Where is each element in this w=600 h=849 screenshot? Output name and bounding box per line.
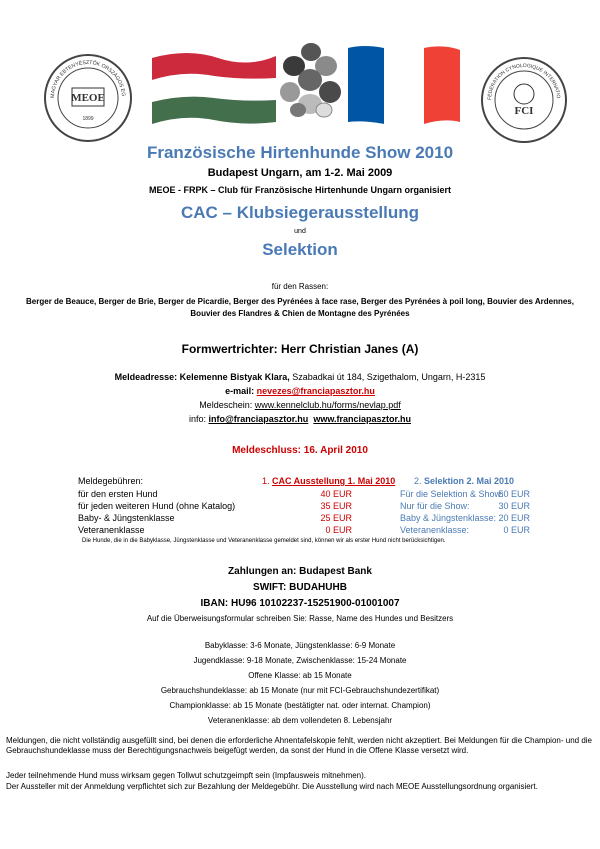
svg-text:1899: 1899 [82, 116, 94, 122]
address-text: Szabadkai út 184, Szigethalom, Ungarn, H-2315 [289, 372, 486, 382]
fee-cac-value: 35 EUR [320, 501, 352, 511]
und-text: und [294, 228, 306, 235]
fci-seal-logo [478, 54, 570, 146]
fee-selektion-label: Für die Selektion & Show: [400, 489, 504, 499]
svg-text:FCI: FCI [514, 105, 534, 117]
payment-note: Auf die Überweisungsformular schreiben Sie: Rasse, Name des Hundes und Besitzers [146, 614, 454, 623]
cac-heading: CAC – Klubsiegerausstellung [180, 203, 420, 222]
hungarian-flag [148, 48, 280, 131]
info-web-link[interactable]: www.franciapasztor.hu [313, 414, 411, 424]
email-link[interactable]: nevezes@franciapasztor.hu [256, 386, 375, 396]
deadline: Meldeschluss: 16. April 2010 [232, 445, 368, 456]
info-label: info: [188, 414, 209, 424]
french-flag [344, 42, 464, 133]
fee-selektion-value: 0 EUR [503, 525, 530, 535]
fee-row [0, 501, 600, 512]
place-date: Budapest Ungarn, am 1-2. Mai 2009 [207, 167, 393, 179]
organizer-line: MEOE - FRPK – Club für Französische Hirtenhunde Ungarn organisiert [148, 185, 452, 195]
breeds-list: Berger de Beauce, Berger de Brie, Berger de Picardie, Berger des Pyrénées à face rase, Berger des Pyrénées à poil long, Bouvier des Ardennes, Bouvier des Flandres & Chien de Montagne des Pyrénées [26, 297, 574, 318]
footer-paragraph: Der Aussteller mit der Anmeldung verpflichtet sich zur Bezahlung der Meldegebühr. Die Ausstellung wird nach MEOE Ausstellungsordnung organisiert. [6, 782, 538, 791]
class-line: Veteranenklasse: ab dem vollendeten 8. Lebensjahr [207, 716, 393, 725]
form-link[interactable]: www.kennelclub.hu/forms/nevlap.pdf [254, 400, 401, 410]
address-line [0, 372, 600, 382]
fee-label: für den ersten Hund [78, 489, 158, 499]
bank-line: Zahlungen an: Budapest Bank [228, 566, 372, 577]
selektion-heading: Selektion [262, 240, 338, 259]
footer-paragraph: Jeder teilnehmende Hund muss wirksam gegen Tollwut schutzgeimpft sein (Impfausweis mitnehmen). [6, 771, 367, 780]
email-label: e-mail: [225, 386, 257, 396]
fee-selektion-value: 20 EUR [498, 513, 530, 523]
footer-paragraph: Meldungen, die nicht vollständig ausgefüllt sind, bei denen die erforderliche Ahnentafelskopie fehlt, werden nicht akzeptiert. Bei Meldungen für die Champion- und die Gebrauchshundeklasse muss der Berechtigungsnachweis beigefügt werden, da sonst der Hund in die Offene Klasse versetzt wird. [6, 736, 592, 755]
svg-text:FÉDÉRATION CYNOLOGIQUE INTERNA: FÉDÉRATION CYNOLOGIQUE INTERNATIO [486, 62, 562, 101]
info-line [0, 414, 600, 424]
show-title: Französische Hirtenhunde Show 2010 [146, 143, 454, 162]
meoe-seal-logo [42, 52, 134, 144]
fee-row [0, 513, 600, 524]
fee-cac-value: 25 EUR [320, 513, 352, 523]
svg-text:MAGYAR EBTENYÉSZTŐK ORSZÁGOS E: MAGYAR EBTENYÉSZTŐK ORSZÁGOS EG [49, 59, 127, 99]
fees-note: Die Hunde, die in die Babyklasse, Jüngstenklasse und Veteranenklasse gemeldet sind, können wir als erster Hund nicht berücksichtigen. [82, 538, 446, 544]
fees-title: Meldegebühren: [78, 476, 144, 486]
class-line: Championklasse: ab 15 Monate (bestätigter nat. oder internat. Champion) [169, 701, 431, 710]
class-line: Babyklasse: 3-6 Monate, Jüngstenklasse: 6-9 Monate [204, 641, 396, 650]
breeds-intro: für den Rassen: [271, 282, 329, 291]
class-line: Jugendklasse: 9-18 Monate, Zwischenklasse: 15-24 Monate [193, 656, 407, 665]
fee-row [0, 525, 600, 536]
fee-selektion-label: Baby & Jüngstenklasse: [400, 513, 497, 523]
email-line [0, 386, 600, 396]
class-line: Offene Klasse: ab 15 Monate [248, 671, 352, 680]
fee-cac-value: 40 EUR [320, 489, 352, 499]
fee-selektion-value: 30 EUR [498, 501, 530, 511]
class-line: Gebrauchshundeklasse: ab 15 Monate (nur mit FCI-Gebrauchshundezertifikat) [160, 686, 440, 695]
svg-text:MEOE: MEOE [71, 92, 105, 104]
fee-selektion-label: Veteranenklasse: [400, 525, 470, 535]
form-label: Meldeschein: [199, 400, 255, 410]
cac-column-header: 1. CAC Ausstellung 1. Mai 2010 [262, 476, 396, 486]
fee-selektion-label: Nur für die Show: [400, 501, 470, 511]
fee-label: Baby- & Jüngstenklasse [78, 513, 175, 523]
form-line [0, 400, 600, 410]
address-label: Meldeadresse: Kelemenne Bistyak Klara, [114, 372, 290, 382]
iban-line: IBAN: HU96 10102237-15251900-01001007 [200, 598, 400, 609]
fees-header-row [0, 476, 600, 487]
fee-label: für jeden weiteren Hund (ohne Katalog) [78, 501, 236, 511]
swift-line: SWIFT: BUDAHUHB [253, 582, 347, 593]
selektion-column-header: 2. Selektion 2. Mai 2010 [414, 476, 515, 486]
fee-cac-value: 0 EUR [325, 525, 352, 535]
fee-row [0, 489, 600, 500]
fee-selektion-value: 50 EUR [498, 489, 530, 499]
fee-label: Veteranenklasse [78, 525, 145, 535]
info-email-link[interactable]: info@franciapasztor.hu [208, 414, 309, 424]
dog-breeds-collage-image [276, 40, 346, 123]
judge-line: Formwertrichter: Herr Christian Janes (A) [181, 342, 419, 356]
